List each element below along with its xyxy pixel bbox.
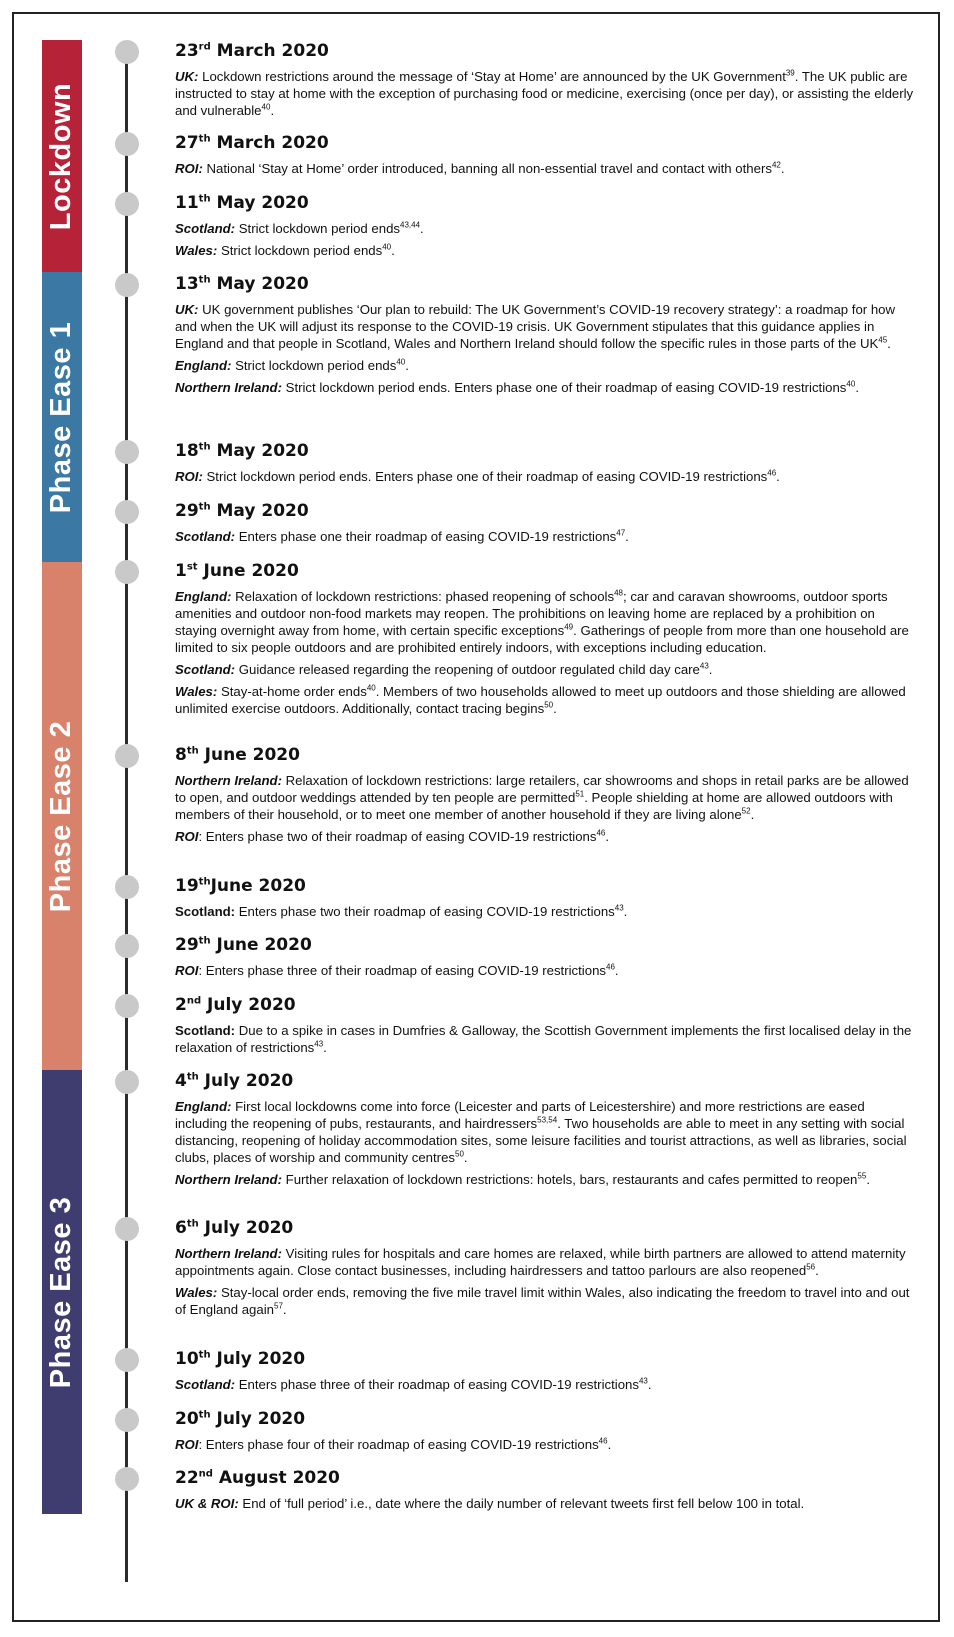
phase-label: Phase Ease 1 xyxy=(45,321,78,513)
event-date-day: 4 xyxy=(175,1071,187,1091)
entry-reference: 55 xyxy=(857,1171,867,1181)
phase-label: Phase Ease 3 xyxy=(45,1196,78,1388)
entry-region: England: xyxy=(175,589,232,604)
timeline-event xyxy=(175,40,915,124)
entry-text: Further relaxation of lockdown restrictions: hotels, bars, restaurants and cafes permitted to reopen xyxy=(281,1172,858,1187)
event-date-suffix: th xyxy=(198,876,211,888)
entry-reference: 40 xyxy=(366,683,376,693)
entry-region: ROI xyxy=(175,829,199,844)
timeline-event xyxy=(175,560,915,722)
timeline-node xyxy=(115,744,139,768)
entry-text: Strict lockdown period ends. Enters phase one of their roadmap of easing COVID-19 restrictions xyxy=(281,380,847,395)
event-date xyxy=(175,744,915,766)
event-date-month-year: June 2020 xyxy=(198,745,300,765)
timeline-event xyxy=(175,192,915,264)
timeline-event xyxy=(175,744,915,850)
entry-text: . xyxy=(887,336,891,351)
event-date xyxy=(175,500,915,522)
event-date xyxy=(175,1217,915,1239)
timeline-node xyxy=(115,560,139,584)
timeline-event xyxy=(175,500,915,550)
event-entry xyxy=(175,301,915,352)
entry-text: . xyxy=(750,807,755,822)
entry-reference: 52 xyxy=(741,806,751,816)
entry-text: National ‘Stay at Home’ order introduced, banning all non-essential travel and contact with others xyxy=(202,161,772,176)
event-entry xyxy=(175,683,915,717)
timeline-node xyxy=(115,1217,139,1241)
timeline-event xyxy=(175,132,915,182)
timeline-event xyxy=(175,1217,915,1323)
phase-bar-ease-3 xyxy=(42,1070,82,1514)
event-date-month-year: March 2020 xyxy=(210,41,329,61)
event-date-suffix: th xyxy=(186,1218,199,1230)
event-date xyxy=(175,560,915,582)
event-entry xyxy=(175,379,915,396)
entry-text: . xyxy=(780,161,785,176)
entry-text: Visiting rules for hospitals and care homes are relaxed, while birth partners are allowed to attend maternity appointments again. Close contact businesses, including hairdressers and tattoo parlours are also reopened xyxy=(175,1246,906,1278)
timeline-node xyxy=(115,875,139,899)
entry-text: End of ‘full period’ i.e., date where the daily number of relevant tweets first fell below 100 in total. xyxy=(238,1496,805,1511)
event-entry xyxy=(175,357,915,374)
entry-text: Enters phase three of their roadmap of easing COVID-19 restrictions xyxy=(235,1377,639,1392)
entry-text: . xyxy=(553,701,557,716)
event-entry xyxy=(175,661,915,678)
event-date-day: 8 xyxy=(175,745,187,765)
event-entry xyxy=(175,588,915,656)
event-date-day: 23 xyxy=(175,41,199,61)
event-date-month-year: June 2020 xyxy=(197,561,299,581)
event-date-month-year: July 2020 xyxy=(210,1409,306,1429)
entry-text: . xyxy=(776,469,780,484)
entry-reference: 49 xyxy=(564,622,574,632)
event-date-suffix: th xyxy=(198,1349,211,1361)
event-date-day: 18 xyxy=(175,441,199,461)
event-date-month-year: May 2020 xyxy=(210,501,309,521)
entry-reference: 42 xyxy=(771,160,781,170)
entry-reference: 40 xyxy=(382,242,392,252)
entry-region: Wales: xyxy=(175,684,218,699)
entry-reference: 50 xyxy=(544,700,554,710)
entry-region: Northern Ireland: xyxy=(175,380,282,395)
timeline-node xyxy=(115,1070,139,1094)
entry-text: Strict lockdown period ends. Enters phase one of their roadmap of easing COVID-19 restrictions xyxy=(202,469,768,484)
entry-region: Scotland: xyxy=(175,662,236,677)
entry-region: Northern Ireland: xyxy=(175,1246,282,1261)
entry-reference: 43 xyxy=(638,1376,648,1386)
entry-text: . xyxy=(607,1437,612,1452)
entry-reference: 51 xyxy=(575,789,585,799)
event-date xyxy=(175,440,915,462)
entry-text: . xyxy=(647,1377,652,1392)
entry-text: Due to a spike in cases in Dumfries & Galloway, the Scottish Government implements the first localised delay in the relaxation of restrictions xyxy=(175,1023,912,1055)
timeline-event xyxy=(175,934,915,984)
entry-region: Wales: xyxy=(175,243,218,258)
event-date-month-year: June 2020 xyxy=(210,876,306,896)
event-entry xyxy=(175,1376,915,1393)
timeline-event xyxy=(175,994,915,1061)
event-date-day: 27 xyxy=(175,133,199,153)
event-entry xyxy=(175,1022,915,1056)
entry-region: ROI: xyxy=(175,161,203,176)
entry-text: . xyxy=(270,103,275,118)
event-entry xyxy=(175,1284,915,1318)
entry-text: . Members of two households allowed to meet up outdoors and those shielding are allowed unlimited exercise outdoors. Additionally, contact tracing begins xyxy=(175,684,906,716)
timeline-event xyxy=(175,273,915,401)
event-date-day: 22 xyxy=(175,1468,199,1488)
entry-region: England: xyxy=(175,358,232,373)
event-date-suffix: th xyxy=(186,745,199,757)
entry-region: Scotland: xyxy=(175,1023,236,1038)
entry-region: Northern Ireland: xyxy=(175,773,282,788)
entry-region: UK: xyxy=(175,69,199,84)
timeline-node xyxy=(115,1408,139,1432)
entry-text: . xyxy=(614,963,619,978)
entry-reference: 43,44 xyxy=(400,220,421,230)
entry-text: First local lockdowns come into force (Leicester and parts of Leicestershire) and more restrictions are eased including the reopening of pubs, restaurants, and hairdressers xyxy=(175,1099,865,1131)
entry-region: Scotland: xyxy=(175,1377,236,1392)
event-date-suffix: rd xyxy=(198,41,211,53)
event-date xyxy=(175,132,915,154)
entry-reference: 39 xyxy=(785,68,795,78)
entry-text: . xyxy=(623,904,628,919)
entry-text: . xyxy=(405,358,409,373)
entry-text: Stay-at-home order ends xyxy=(217,684,367,699)
event-date-month-year: July 2020 xyxy=(198,1071,294,1091)
entry-reference: 45 xyxy=(878,335,888,345)
entry-reference: 53,54 xyxy=(537,1115,558,1125)
entry-region: England: xyxy=(175,1099,232,1114)
entry-text: . xyxy=(625,529,629,544)
timeline-node xyxy=(115,40,139,64)
entry-text: . xyxy=(866,1172,870,1187)
entry-text: Stay-local order ends, removing the five mile travel limit within Wales, also indicating the freedom to travel into and out of England again xyxy=(175,1285,910,1317)
event-date-month-year: June 2020 xyxy=(210,935,312,955)
event-date-day: 10 xyxy=(175,1349,199,1369)
event-entry xyxy=(175,1495,915,1512)
timeline-event xyxy=(175,1408,915,1458)
entry-text: Enters phase two their roadmap of easing COVID-19 restrictions xyxy=(235,904,615,919)
entry-text: Relaxation of lockdown restrictions: phased reopening of schools xyxy=(231,589,615,604)
entry-text: Enters phase one their roadmap of easing COVID-19 restrictions xyxy=(235,529,617,544)
event-date-month-year: July 2020 xyxy=(210,1349,306,1369)
event-date xyxy=(175,1070,915,1092)
event-date-suffix: st xyxy=(186,561,198,573)
entry-text: . xyxy=(463,1150,468,1165)
entry-reference: 50 xyxy=(455,1149,464,1159)
event-date-day: 29 xyxy=(175,501,199,521)
entry-reference: 43 xyxy=(314,1039,324,1049)
entry-text: . xyxy=(855,380,859,395)
event-entry xyxy=(175,220,915,237)
entry-reference: 57 xyxy=(274,1301,283,1311)
entry-region: UK & ROI: xyxy=(175,1496,239,1511)
entry-region: ROI: xyxy=(175,469,203,484)
entry-text: Strict lockdown period ends xyxy=(235,221,401,236)
entry-region: Scotland: xyxy=(175,529,236,544)
event-date-suffix: th xyxy=(198,274,211,286)
event-entry xyxy=(175,242,915,259)
timeline-node xyxy=(115,132,139,156)
entry-region: Scotland: xyxy=(175,904,236,919)
event-entry xyxy=(175,160,915,177)
entry-region: UK: xyxy=(175,302,199,317)
entry-region: Wales: xyxy=(175,1285,218,1300)
event-date xyxy=(175,1408,915,1430)
phase-label: Phase Ease 2 xyxy=(45,720,78,912)
timeline-node xyxy=(115,1467,139,1491)
timeline-node xyxy=(115,500,139,524)
entry-text: . The UK public are instructed to stay at home with the exception of purchasing food or medicine, exercising (once per day), or assisting the elderly and vulnerable xyxy=(175,69,914,118)
event-entry xyxy=(175,1171,915,1188)
timeline-event xyxy=(175,440,915,490)
event-entry xyxy=(175,1245,915,1279)
entry-text: . xyxy=(815,1263,819,1278)
event-date-day: 1 xyxy=(175,561,187,581)
timeline-node xyxy=(115,1348,139,1372)
event-date-suffix: th xyxy=(198,133,211,145)
event-date-month-year: May 2020 xyxy=(210,441,309,461)
entry-reference: 56 xyxy=(806,1262,816,1272)
entry-text: . xyxy=(323,1040,327,1055)
entry-text: ; car and caravan showrooms, outdoor sports amenities and outdoor non-food markets may reopen. The prohibitions on leaving home are replaced by a prohibition on staying overnight away from home, with certain specific exceptions xyxy=(175,589,888,638)
entry-reference: 43 xyxy=(614,903,624,913)
entry-text: . xyxy=(605,829,610,844)
entry-reference: 46 xyxy=(598,1436,608,1446)
event-date-day: 11 xyxy=(175,193,199,213)
event-date-suffix: th xyxy=(198,193,211,205)
entry-text: : Enters phase three of their roadmap of easing COVID-19 restrictions xyxy=(198,963,606,978)
event-date-suffix: nd xyxy=(198,1468,213,1480)
entry-reference: 48 xyxy=(614,588,623,598)
entry-reference: 40 xyxy=(396,357,406,367)
event-date-day: 6 xyxy=(175,1218,187,1238)
timeline-node xyxy=(115,192,139,216)
event-date-suffix: nd xyxy=(186,995,202,1007)
timeline-event xyxy=(175,1348,915,1398)
event-entry xyxy=(175,962,915,979)
event-date-day: 19 xyxy=(175,876,199,896)
entry-text: . Two households are able to meet in any setting with social distancing, reopening of holiday accommodation sites, some leisure facilities and tourist attractions, as well as libraries, social clubs, places of worship and community centres xyxy=(175,1116,907,1165)
event-date xyxy=(175,1467,915,1489)
entry-text: : Enters phase four of their roadmap of easing COVID-19 restrictions xyxy=(198,1437,599,1452)
entry-region: Scotland: xyxy=(175,221,236,236)
entry-region: ROI xyxy=(175,1437,199,1452)
entry-text: : Enters phase two of their roadmap of easing COVID-19 restrictions xyxy=(198,829,597,844)
timeline-event xyxy=(175,1467,915,1517)
event-entry xyxy=(175,772,915,823)
entry-text: Lockdown restrictions around the message of ‘Stay at Home’ are announced by the UK Government xyxy=(198,69,786,84)
event-date-suffix: th xyxy=(186,1071,199,1083)
event-date xyxy=(175,875,915,897)
event-date-month-year: March 2020 xyxy=(210,133,329,153)
entry-text: Strict lockdown period ends xyxy=(217,243,383,258)
phase-label: Lockdown xyxy=(45,82,78,230)
entry-text: Relaxation of lockdown restrictions: large retailers, car showrooms and shops in retail parks are be allowed to open, and outdoor weddings attended by ten people are permitted xyxy=(175,773,909,805)
event-date-day: 20 xyxy=(175,1409,199,1429)
event-date xyxy=(175,273,915,295)
entry-text: . xyxy=(282,1302,287,1317)
entry-text: . xyxy=(391,243,395,258)
event-entry xyxy=(175,828,915,845)
event-entry xyxy=(175,68,915,119)
event-date xyxy=(175,1348,915,1370)
entry-region: Northern Ireland: xyxy=(175,1172,282,1187)
event-date-day: 13 xyxy=(175,274,199,294)
event-entry xyxy=(175,1098,915,1166)
entry-reference: 40 xyxy=(846,379,856,389)
entry-text: . Gatherings of people from more than one household are limited to six people outdoors and are prohibited entirely indoors, with exceptions including education. xyxy=(175,623,909,655)
timeline-event xyxy=(175,875,915,925)
event-date-suffix: th xyxy=(198,935,211,947)
event-date-month-year: May 2020 xyxy=(210,193,309,213)
event-date-day: 29 xyxy=(175,935,199,955)
event-date xyxy=(175,994,915,1016)
event-date xyxy=(175,192,915,214)
entry-text: . xyxy=(708,662,713,677)
entry-region: ROI xyxy=(175,963,199,978)
entry-text: Strict lockdown period ends xyxy=(231,358,397,373)
event-date-month-year: July 2020 xyxy=(198,1218,294,1238)
entry-reference: 46 xyxy=(767,468,777,478)
entry-text: . People shielding at home are allowed outdoors with members of their household, or to meet one member of another household if they are living alone xyxy=(175,790,893,822)
event-entry xyxy=(175,903,915,920)
timeline-node xyxy=(115,440,139,464)
entry-reference: 46 xyxy=(596,828,606,838)
entry-reference: 43 xyxy=(699,661,709,671)
event-entry xyxy=(175,528,915,545)
event-date-suffix: th xyxy=(198,501,211,513)
event-date-suffix: th xyxy=(198,1409,211,1421)
event-date xyxy=(175,40,915,62)
event-entry xyxy=(175,1436,915,1453)
event-entry xyxy=(175,468,915,485)
entry-reference: 46 xyxy=(606,962,615,972)
timeline-event xyxy=(175,1070,915,1193)
event-date-month-year: July 2020 xyxy=(201,995,296,1015)
entry-reference: 40 xyxy=(261,102,271,112)
event-date xyxy=(175,934,915,956)
timeline-node xyxy=(115,934,139,958)
event-date-suffix: th xyxy=(198,441,211,453)
event-date-month-year: August 2020 xyxy=(212,1468,340,1488)
phase-bar-ease-1 xyxy=(42,272,82,562)
event-date-day: 2 xyxy=(175,995,187,1015)
phase-bar-ease-2 xyxy=(42,562,82,1070)
phase-bar-lockdown xyxy=(42,40,82,272)
event-date-month-year: May 2020 xyxy=(210,274,309,294)
entry-text: Guidance released regarding the reopening of outdoor regulated child day care xyxy=(235,662,700,677)
timeline-node xyxy=(115,994,139,1018)
entry-text: . xyxy=(420,221,424,236)
timeline-node xyxy=(115,273,139,297)
entry-text: UK government publishes ‘Our plan to rebuild: The UK Government’s COVID-19 recovery strategy’: a roadmap for how and when the UK will adjust its response to the COVID-19 crisis. UK Government stipulates that this guidance applies in England and that people in Scotland, Wales and Northern Ireland should follow the specific rules in those parts of the UK xyxy=(175,302,896,351)
entry-reference: 47 xyxy=(616,528,626,538)
